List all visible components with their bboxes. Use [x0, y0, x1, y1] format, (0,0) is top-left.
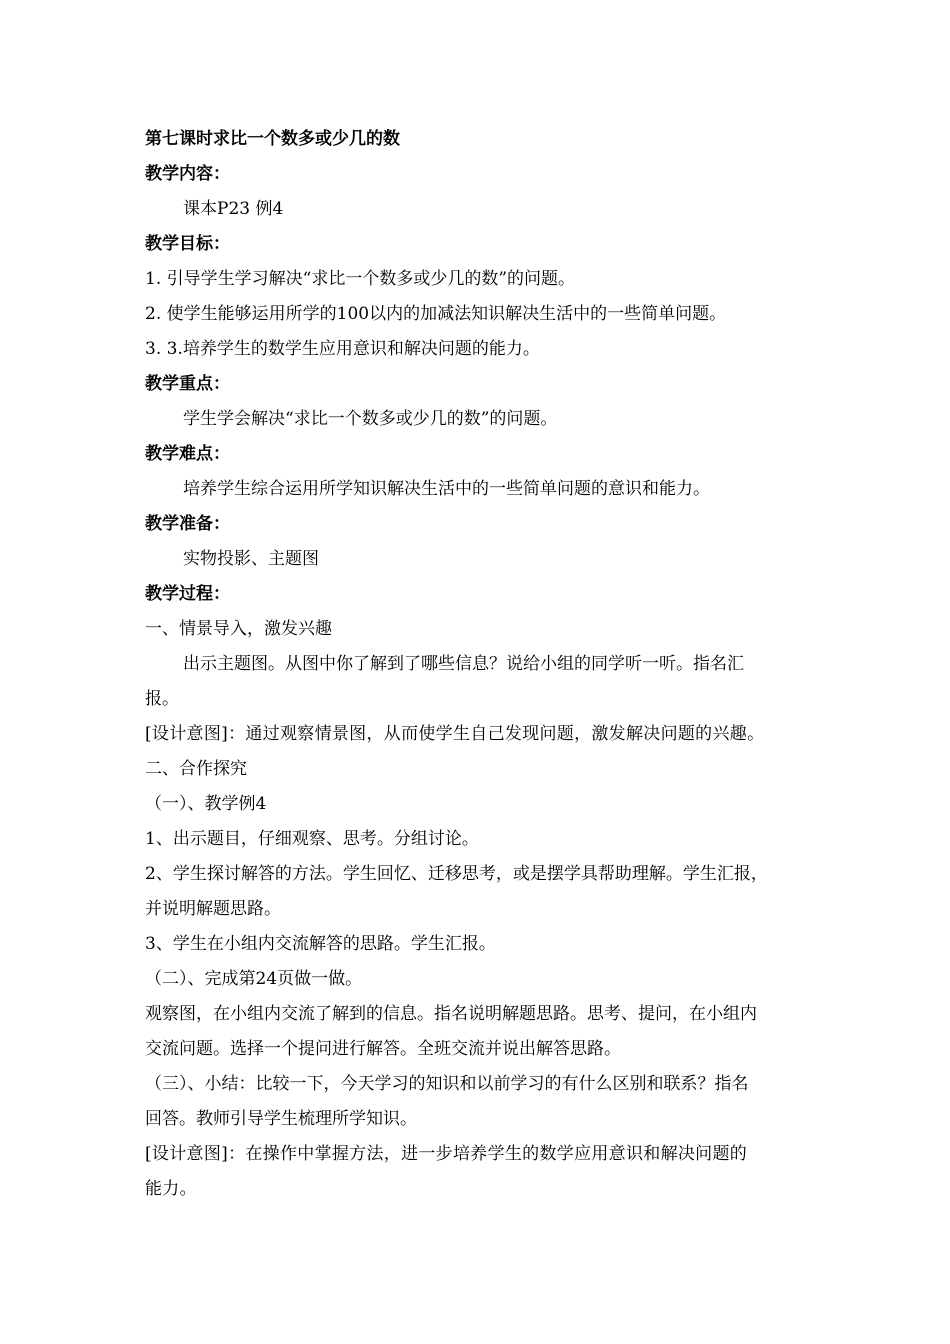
paragraph: 报。 [145, 689, 179, 709]
key-point-text: 学生学会解决“求比一个数多或少几的数”的问题。 [183, 409, 558, 429]
preparation-text: 实物投影、主题图 [183, 549, 319, 569]
process-part-title: 一、情景导入，激发兴趣 [145, 619, 332, 639]
key-point-heading: 教学重点： [145, 374, 230, 394]
paragraph: 观察图，在小组内交流了解到的信息。指名说明解题思路。思考、提问，在小组内 [145, 1004, 757, 1024]
design-intent-note: [设计意图]：通过观察情景图，从而使学生自己发现问题，激发解决问题的兴趣。 [145, 724, 765, 744]
subsection-title: （二）、完成第24页做一做。 [145, 969, 363, 989]
lesson-plan [145, 122, 815, 1207]
goal-item: 2. 使学生能够运用所学的100以内的加减法知识解决生活中的一些简单问题。 [145, 304, 727, 324]
design-intent-note: [设计意图]：在操作中掌握方法，进一步培养学生的数学应用意识和解决问题的 [145, 1144, 748, 1164]
content-heading: 教学内容： [145, 164, 230, 184]
process-heading: 教学过程： [145, 584, 230, 604]
difficulty-text: 培养学生综合运用所学知识解决生活中的一些简单问题的意识和能力。 [183, 479, 710, 499]
difficulty-heading: 教学难点： [145, 444, 230, 464]
content-text: 课本P23 例4 [183, 199, 284, 219]
paragraph: （三）、小结：比较一下，今天学习的知识和以前学习的有什么区别和联系？指名 [145, 1074, 749, 1094]
goal-item: 1. 引导学生学习解决“求比一个数多或少几的数”的问题。 [145, 269, 576, 289]
step-item: 并说明解题思路。 [145, 899, 281, 919]
paragraph: 交流问题。选择一个提问进行解答。全班交流并说出解答思路。 [145, 1039, 621, 1059]
lesson-title: 第七课时求比一个数多或少几的数 [145, 129, 400, 149]
process-part-title: 二、合作探究 [145, 759, 247, 779]
goals-heading: 教学目标： [145, 234, 230, 254]
subsection-title: （一）、教学例4 [145, 794, 267, 814]
step-item: 1、出示题目，仔细观察、思考。分组讨论。 [145, 829, 479, 849]
goal-item: 3. 3.培养学生的数学生应用意识和解决问题的能力。 [145, 339, 540, 359]
step-item: 2、学生探讨解答的方法。学生回忆、迁移思考，或是摆学具帮助理解。学生汇报， [145, 864, 768, 884]
paragraph: 出示主题图。从图中你了解到了哪些信息？说给小组的同学听一听。指名汇 [183, 654, 744, 674]
preparation-heading: 教学准备： [145, 514, 230, 534]
paragraph: 回答。教师引导学生梳理所学知识。 [145, 1109, 417, 1129]
step-item: 3、学生在小组内交流解答的思路。学生汇报。 [145, 934, 496, 954]
design-intent-note: 能力。 [145, 1179, 197, 1199]
